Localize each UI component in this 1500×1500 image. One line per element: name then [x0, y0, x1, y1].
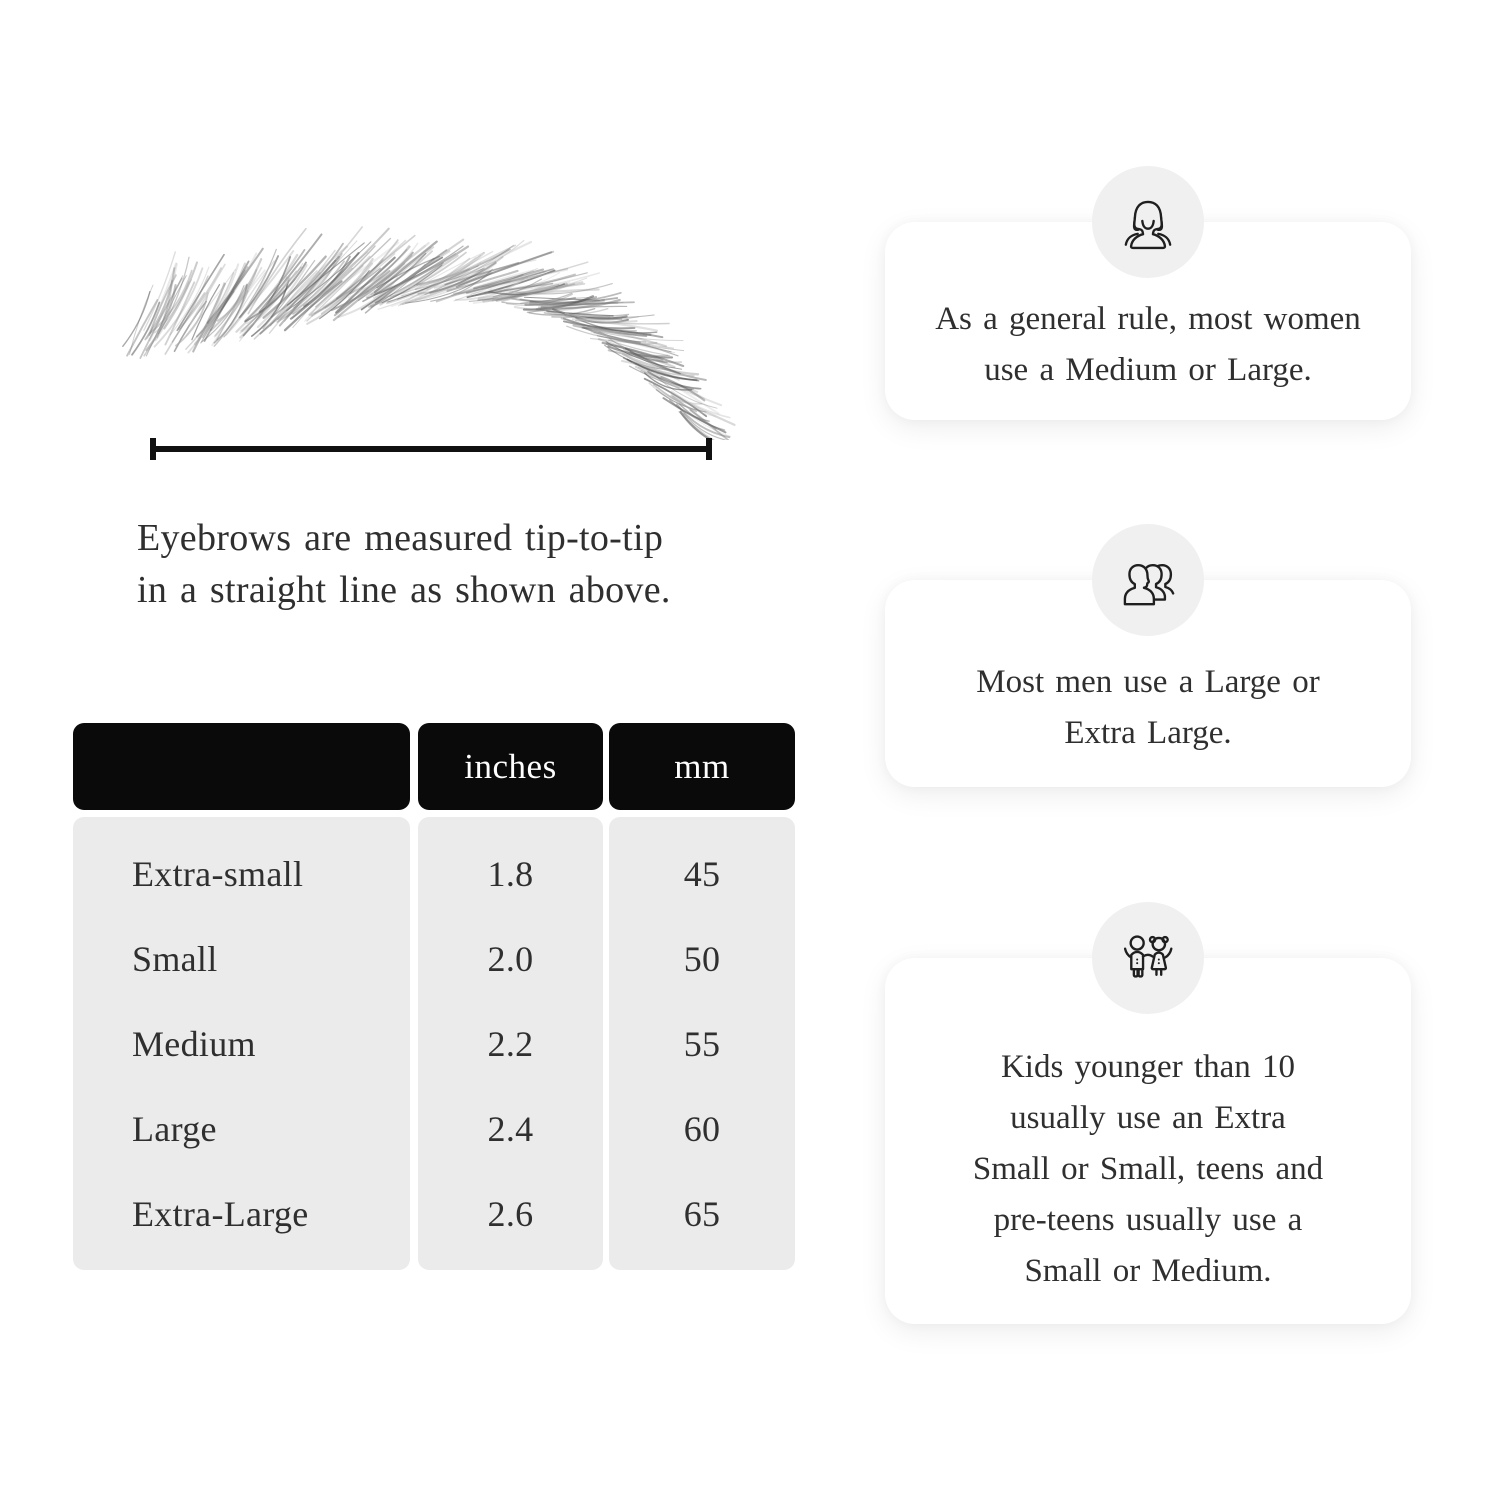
card-text-line: use a Medium or Large. [984, 352, 1312, 388]
mm-column-header: mm [609, 723, 795, 810]
card-icon-badge [1092, 166, 1204, 278]
mm-column [609, 723, 795, 1270]
inches-column [418, 723, 603, 1270]
card-text-line: Extra Large. [1064, 714, 1232, 751]
table-cell-size: Extra-Large [132, 1193, 309, 1234]
card-text [925, 1042, 1371, 1297]
table-cell-inches: 2.0 [487, 938, 534, 979]
card-text-line: Kids younger than 10 [1000, 1048, 1296, 1085]
table-cell-size: Extra-small [132, 853, 304, 894]
measurement-line [150, 438, 712, 460]
card-icon-badge [1092, 902, 1204, 1014]
table-cell-inches: 2.4 [487, 1108, 534, 1149]
women-recommendation-card [885, 222, 1411, 420]
size-table [73, 723, 795, 1270]
size-column [73, 723, 410, 1270]
table-cell-inches: 2.2 [487, 1023, 534, 1064]
inches-column-body [418, 817, 603, 1270]
card-text-line: Small or Small, teens and [972, 1150, 1324, 1187]
card-text-line: Most men use a Large or [976, 663, 1320, 700]
men-group-icon [1115, 551, 1181, 609]
table-cell-inches: 1.8 [487, 853, 534, 894]
card-icon-badge [1092, 524, 1204, 636]
card-text [925, 657, 1371, 759]
card-text-line: usually use an Extra [1010, 1099, 1286, 1136]
caption-line-1: Eyebrows are measured tip-to-tip [137, 517, 664, 559]
table-cell-size: Large [132, 1108, 217, 1149]
card-text-line: As a general rule, most women [935, 301, 1361, 337]
inches-column-header: inches [418, 723, 603, 810]
table-cell-mm: 65 [683, 1193, 721, 1234]
measurement-caption [137, 512, 777, 616]
size-column-header [73, 723, 410, 810]
table-cell-size: Medium [132, 1023, 256, 1064]
table-cell-inches: 2.6 [487, 1193, 534, 1234]
table-cell-mm: 60 [683, 1108, 721, 1149]
table-cell-size: Small [132, 938, 218, 979]
table-cell-mm: 45 [683, 853, 721, 894]
card-text-line: pre-teens usually use a [993, 1201, 1303, 1238]
caption-line-2: in a straight line as shown above. [137, 569, 671, 611]
table-cell-mm: 55 [683, 1023, 721, 1064]
kids-icon [1115, 929, 1181, 987]
mm-column-body [609, 817, 795, 1270]
men-recommendation-card [885, 580, 1411, 787]
size-column-body [73, 817, 410, 1270]
card-text-line: Small or Medium. [1024, 1252, 1272, 1289]
eyebrow-sketch-svg [105, 225, 740, 440]
eyebrow-illustration [105, 225, 740, 440]
kids-recommendation-card [885, 958, 1411, 1324]
card-text [925, 294, 1371, 396]
table-cell-mm: 50 [683, 938, 721, 979]
women-group-icon [1115, 193, 1181, 251]
